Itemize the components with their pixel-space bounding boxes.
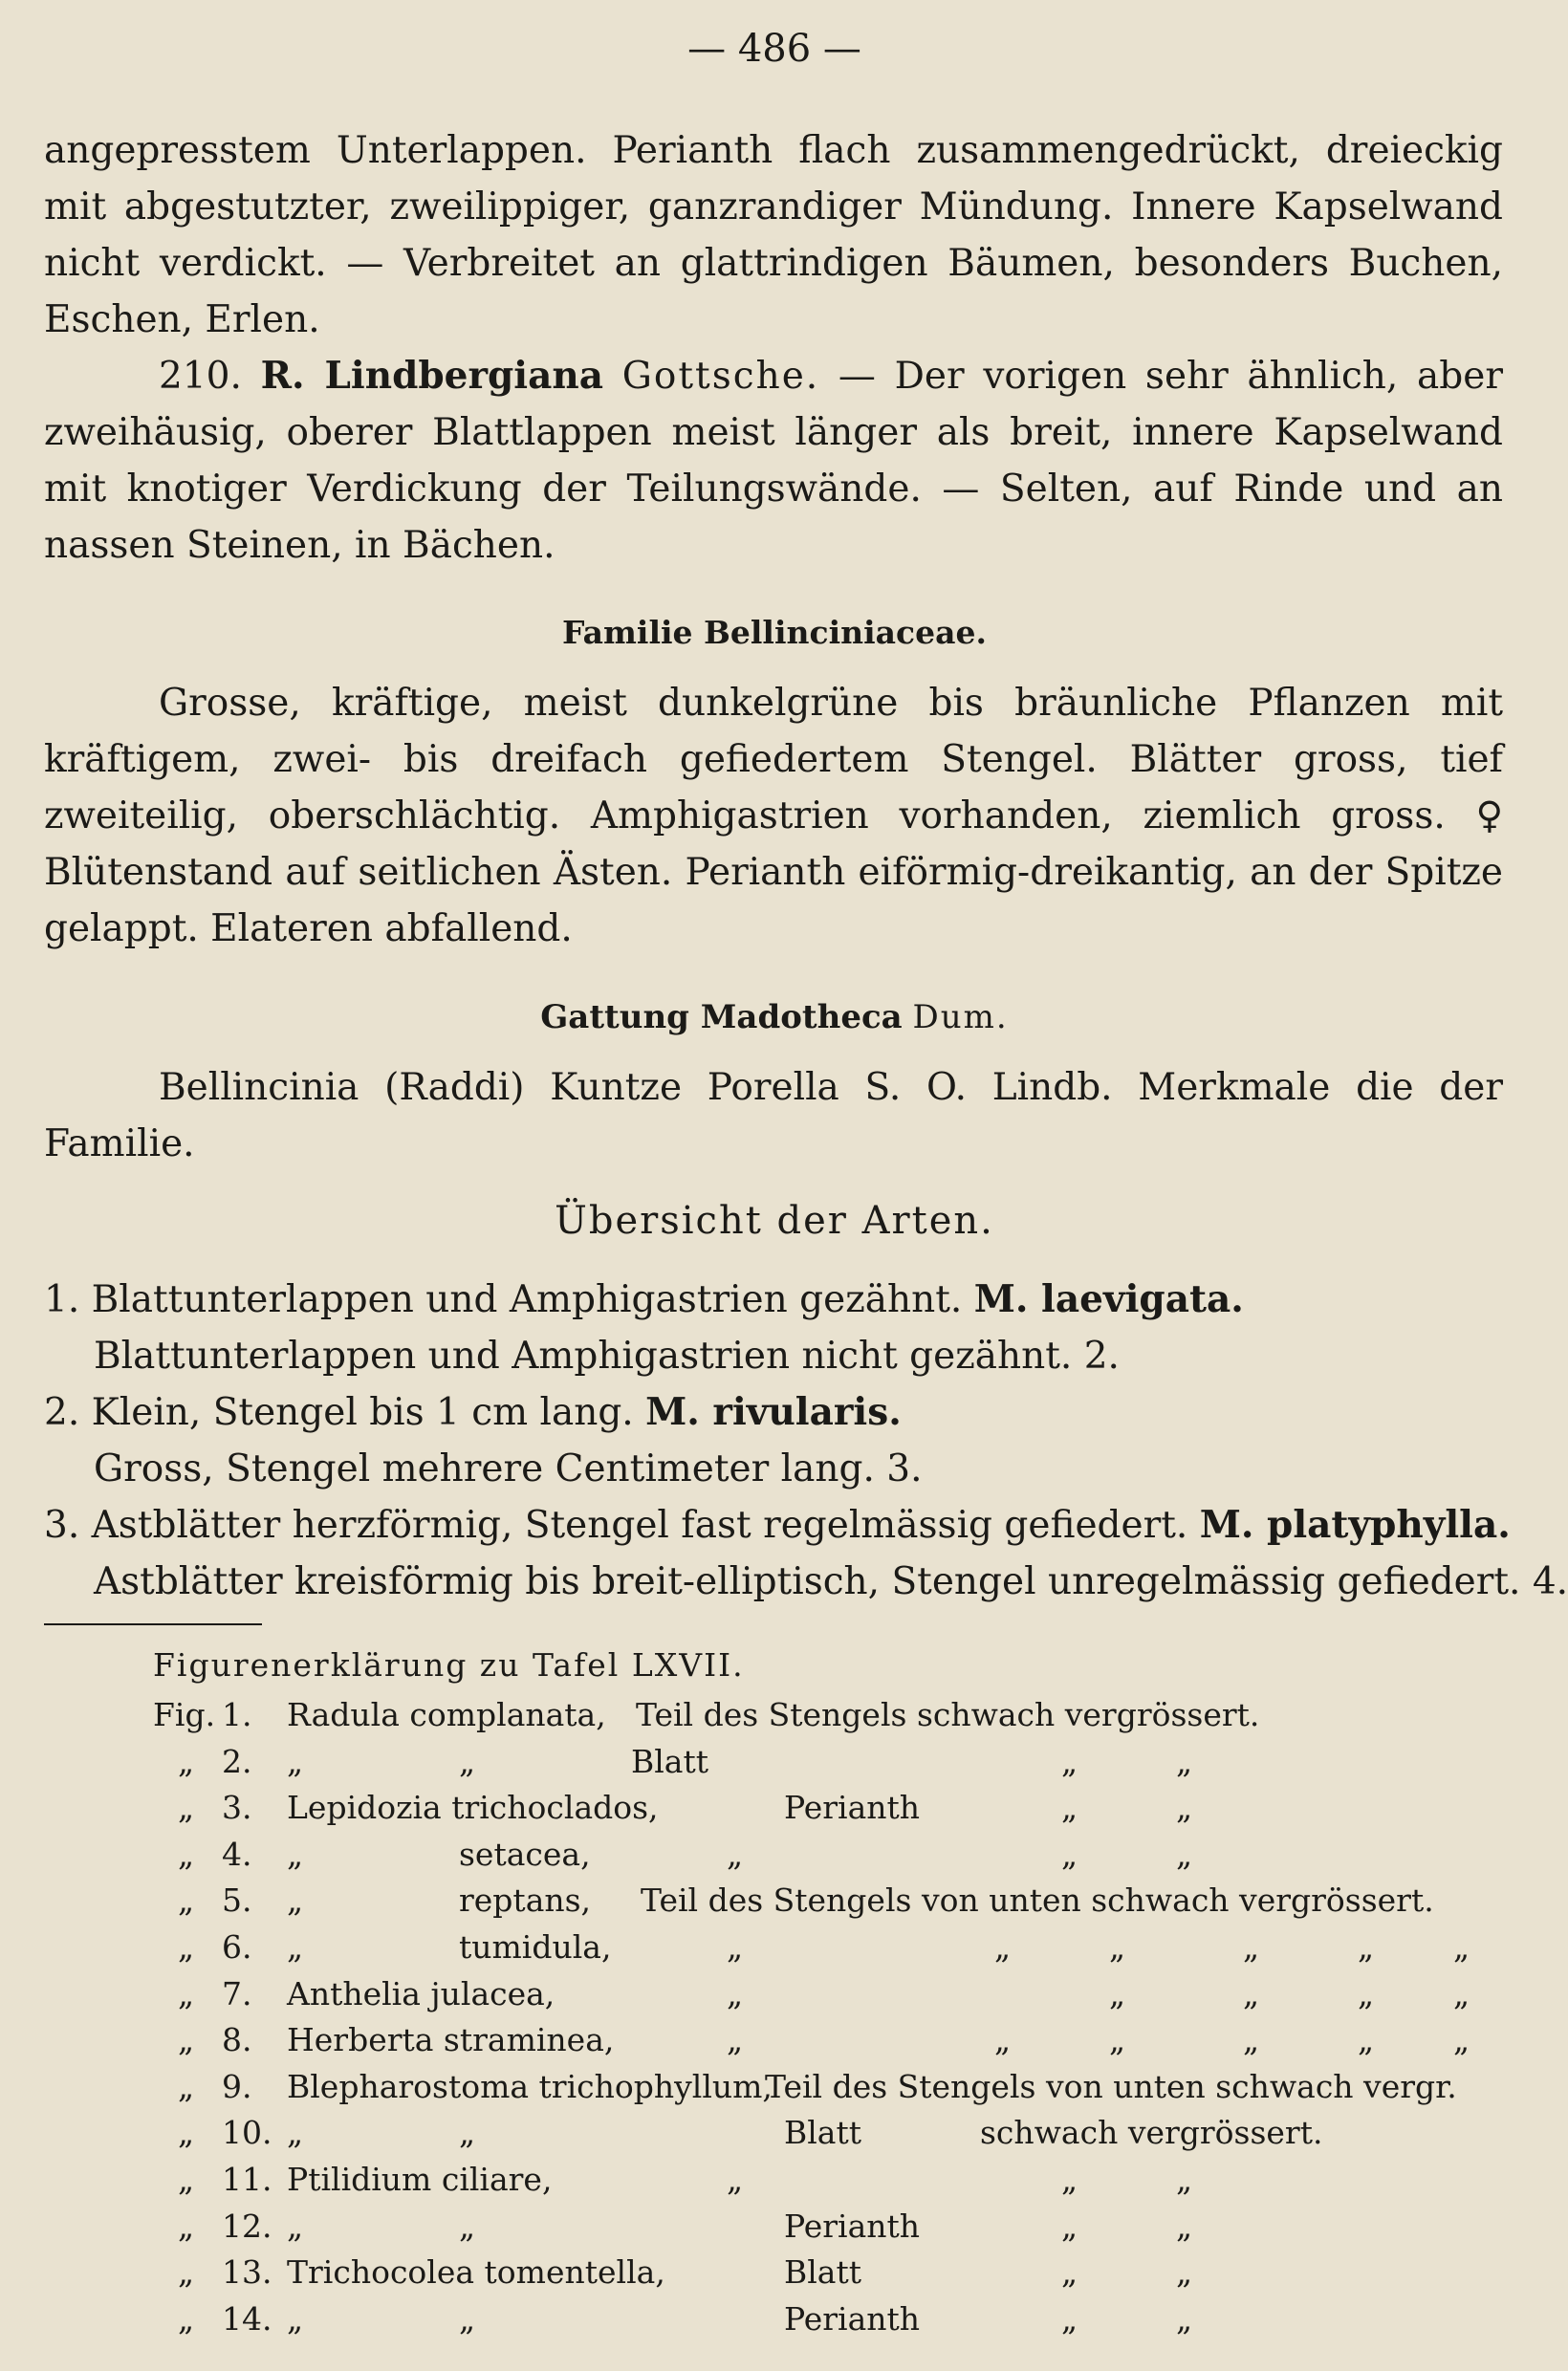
fig-ditto: „ [178,2114,195,2151]
fig-ditto: „ [1176,1789,1193,1826]
fig-genus: Blepharostoma trichophyllum, [287,2068,773,2105]
fig-note: schwach vergrössert. [980,2114,1323,2151]
fig-part: „ [727,1836,744,1873]
key-row: Astblätter kreisförmig bis breit-elliptisch, Stengel unregelmässig gefiedert. 4. [94,1560,1568,1603]
family-description: Grosse, kräftige, meist dunkelgrüne bis bräunliche Pflanzen mit kräftigem, zwei- bis dreifach gefiedertem Stengel. Blätter gross, tief zweiteilig, oberschlächtig. Amphigastrien vorhanden, ziemlich gross. ♀ Blütenstand auf seitlichen Ästen. Perianth eiförmig-dreikantig, an der Spitze gelappt. Elateren abfallend. [44,682,1503,950]
key-row: Blattunterlappen und Amphigastrien nicht gezähnt. 2. [94,1335,1120,1378]
fig-ditto: „ [178,2253,195,2291]
fig-number: 3. [222,1789,252,1826]
fig-ditto: „ [1061,2300,1078,2338]
fig-number: 11. [222,2161,272,2198]
fig-ditto: „ [1109,1975,1126,2012]
fig-genus: Herberta straminea, [287,2021,615,2058]
fig-number: 10. [222,2114,272,2151]
fig-number: 4. [222,1836,252,1873]
fig-ditto: „ [1358,1928,1375,1966]
fig-ditto: „ [1176,2253,1193,2291]
fig-number: 7. [222,1975,252,2012]
fig-ditto: „ [1358,1975,1375,2012]
fig-part: „ [727,2021,744,2058]
fig-ditto: „ [1061,1743,1078,1780]
fig-ditto: „ [178,1928,195,1966]
fig-part: Blatt [784,2253,862,2291]
fig-label: Fig. [153,1696,216,1733]
fig-ditto: „ [1243,2021,1260,2058]
fig-part: Blatt [784,2114,862,2151]
fig-species: reptans, [459,1882,592,1919]
fig-ditto: „ [1176,1836,1193,1873]
fig-ditto: „ [178,1743,195,1780]
fig-number: 8. [222,2021,252,2058]
fig-genus: Trichocolea tomentella, [287,2253,665,2291]
fig-number: 1. [222,1696,252,1733]
page-number: — 486 — [687,27,861,71]
fig-ditto: „ [1176,2161,1193,2198]
fig-species: „ [459,2300,476,2338]
fig-ditto: „ [1109,2021,1126,2058]
fig-ditto: „ [1453,1975,1470,2012]
fig-ditto: „ [178,2021,195,2058]
fig-part: „ [727,1975,744,2012]
fig-ditto: „ [178,1975,195,2012]
fig-species: tumidula, [459,1928,612,1966]
species-author: Gottsche. [621,355,820,398]
fig-ditto: „ [1358,2021,1375,2058]
fig-part: Teil des Stengels von unten schwach vergrössert. [641,1882,1434,1919]
fig-number: 2. [222,1743,252,1780]
paragraph-continuation: angepresstem Unterlappen. Perianth flach zusammengedrückt, dreieckig mit abgestutzter, zweilippiger, ganzrandiger Mündung. Innere Kapselwand nicht verdickt. — Verbreitet an glattrindigen Bäumen, besonders Buchen, Eschen, Erlen. [44,129,1503,341]
species-number: 210. [159,355,242,398]
footnote-divider [44,1623,262,1625]
fig-genus: „ [287,2300,304,2338]
fig-ditto: „ [178,2208,195,2245]
fig-genus: „ [287,2114,304,2151]
fig-genus: Radula complanata, [287,1696,606,1733]
fig-part: Teil des Stengels schwach vergrössert. [636,1696,1260,1733]
genus-name: Gattung Madotheca [540,998,903,1036]
fig-genus: „ [287,1882,304,1919]
fig-number: 14. [222,2300,272,2338]
genus-author: Dum. [912,998,1009,1036]
key-row: 3. Astblätter herzförmig, Stengel fast regelmässig gefiedert. M. platyphylla. [44,1503,1511,1547]
fig-ditto: „ [1176,1743,1193,1780]
fig-ditto: „ [1109,1928,1126,1966]
fig-species: „ [459,1743,476,1780]
fig-genus: Anthelia julacea, [287,1975,555,2012]
fig-part: „ [727,2161,744,2198]
fig-part: „ [727,1928,744,1966]
fig-ditto: „ [1176,2208,1193,2245]
fig-ditto: „ [1061,2161,1078,2198]
key-row: 1. Blattunterlappen und Amphigastrien gezähnt. M. laevigata. [44,1277,1244,1321]
fig-species: „ [459,2208,476,2245]
fig-ditto: „ [1061,2253,1078,2291]
fig-ditto: „ [1243,1975,1260,2012]
fig-ditto: „ [178,1882,195,1919]
fig-part: Teil des Stengels von unten schwach vergr. [765,2068,1457,2105]
fig-genus: „ [287,1743,304,1780]
fig-ditto: „ [1453,2021,1470,2058]
fig-ditto: „ [1453,1928,1470,1966]
fig-ditto: „ [994,2021,1012,2058]
fig-genus: „ [287,2208,304,2245]
genus-heading [0,998,1549,1036]
family-heading: Familie Bellinciniaceae. [561,614,987,651]
fig-species: setacea, [459,1836,591,1873]
fig-genus: Ptilidium ciliare, [287,2161,553,2198]
fig-genus: Lepidozia trichoclados, [287,1789,659,1826]
fig-part: Perianth [784,2300,921,2338]
fig-genus: „ [287,1836,304,1873]
key-row: 2. Klein, Stengel bis 1 cm lang. M. rivularis. [44,1390,902,1434]
species-name: R. Lindbergiana [260,354,603,398]
species-210-entry [44,348,1503,574]
fig-ditto: „ [178,2068,195,2105]
fig-number: 12. [222,2208,272,2245]
fig-number: 5. [222,1882,252,1919]
species-description: — Der vorigen sehr ähnlich, aber zweihäusig, oberer Blattlappen meist länger als breit, innere Kapselwand mit knotiger Verdickung der Teilungswände. — Selten, auf Rinde und an nassen Steinen, in Bächen. [44,355,1503,567]
overview-heading: Übersicht der Arten. [555,1199,994,1243]
fig-ditto: „ [178,2300,195,2338]
fig-genus: „ [287,1928,304,1966]
fig-ditto: „ [1176,2300,1193,2338]
fig-ditto: „ [1061,1789,1078,1826]
key-row: Gross, Stengel mehrere Centimeter lang. 3. [94,1447,923,1490]
figures-title: Figurenerklärung zu Tafel LXVII. [153,1646,745,1684]
fig-part: Blatt [631,1743,709,1780]
fig-ditto: „ [178,1789,195,1826]
fig-ditto: „ [178,2161,195,2198]
fig-ditto: „ [178,1836,195,1873]
fig-part: Perianth [784,1789,921,1826]
fig-ditto: „ [1061,2208,1078,2245]
fig-species: „ [459,2114,476,2151]
fig-number: 13. [222,2253,272,2291]
fig-ditto: „ [1061,1836,1078,1873]
fig-number: 6. [222,1928,252,1966]
fig-number: 9. [222,2068,252,2105]
fig-ditto: „ [994,1928,1012,1966]
fig-ditto: „ [1243,1928,1260,1966]
genus-description: Bellincinia (Raddi) Kuntze Porella S. O. Lindb. Merkmale die der Familie. [44,1066,1503,1165]
fig-part: Perianth [784,2208,921,2245]
